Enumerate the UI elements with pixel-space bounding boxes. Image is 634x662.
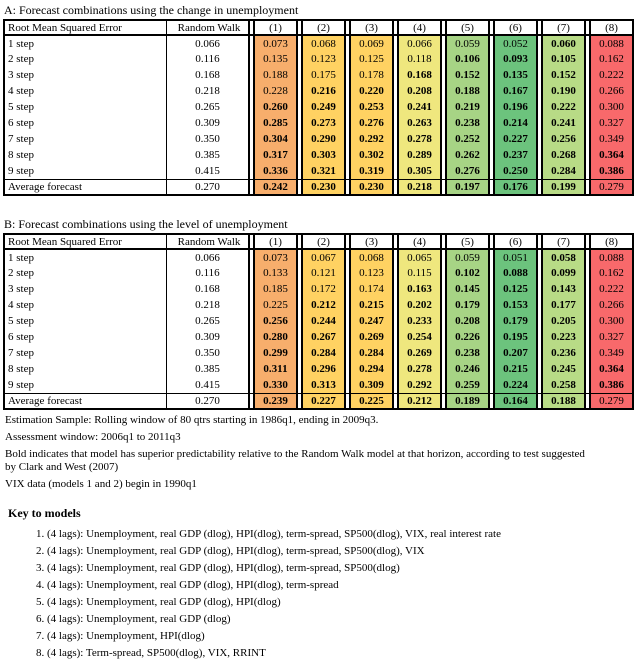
step-label-cell: 5 step (4, 313, 167, 329)
table-row (4, 115, 633, 131)
model-value-cell: 0.185 (254, 281, 297, 297)
table-row (4, 99, 633, 115)
model-value-cell: 0.088 (590, 249, 633, 265)
table-row (4, 179, 633, 195)
key-to-models-title: Key to models (8, 506, 81, 520)
step-label-cell: 2 step (4, 51, 167, 67)
model-value-cell: 0.222 (542, 99, 585, 115)
table-b-container (3, 233, 624, 410)
model-value-cell: 0.067 (302, 249, 345, 265)
model-value-cell: 0.349 (590, 131, 633, 147)
model-column-header: (7) (542, 234, 585, 249)
model-value-cell: 0.190 (542, 83, 585, 99)
random-walk-value-cell: 0.415 (167, 163, 250, 179)
model-value-cell: 0.175 (302, 67, 345, 83)
model-value-cell: 0.125 (494, 281, 537, 297)
step-label-cell: Average forecast (4, 393, 167, 409)
model-value-cell: 0.073 (254, 35, 297, 51)
random-walk-value-cell: 0.218 (167, 83, 250, 99)
model-value-cell: 0.167 (494, 83, 537, 99)
model-column-header: (2) (302, 234, 345, 249)
table-row (4, 35, 633, 51)
footnotes (3, 414, 597, 491)
model-value-cell: 0.230 (302, 179, 345, 195)
model-value-cell: 0.285 (254, 115, 297, 131)
key-item-1: 1. (4 lags): Unemployment, real GDP (dlog), HPI(dlog), term-spread, SP500(dlog), VIX, real interest rate (36, 528, 501, 540)
model-value-cell: 0.279 (590, 179, 633, 195)
model-value-cell: 0.052 (494, 35, 537, 51)
random-walk-value-cell: 0.066 (167, 249, 250, 265)
model-value-cell: 0.163 (398, 281, 441, 297)
model-value-cell: 0.212 (302, 297, 345, 313)
model-column-header: (1) (254, 20, 297, 35)
model-value-cell: 0.214 (494, 115, 537, 131)
model-value-cell: 0.202 (398, 297, 441, 313)
model-value-cell: 0.292 (398, 377, 441, 393)
model-value-cell: 0.236 (542, 345, 585, 361)
model-value-cell: 0.073 (254, 249, 297, 265)
model-value-cell: 0.364 (590, 361, 633, 377)
model-value-cell: 0.239 (254, 393, 297, 409)
model-value-cell: 0.238 (446, 345, 489, 361)
model-value-cell: 0.300 (590, 99, 633, 115)
model-value-cell: 0.284 (350, 345, 393, 361)
model-value-cell: 0.207 (494, 345, 537, 361)
model-value-cell: 0.303 (302, 147, 345, 163)
random-walk-value-cell: 0.265 (167, 99, 250, 115)
table-a-container (3, 19, 624, 196)
model-value-cell: 0.237 (494, 147, 537, 163)
model-value-cell: 0.135 (254, 51, 297, 67)
model-value-cell: 0.238 (446, 115, 489, 131)
model-value-cell: 0.145 (446, 281, 489, 297)
model-value-cell: 0.059 (446, 35, 489, 51)
model-value-cell: 0.215 (494, 361, 537, 377)
model-value-cell: 0.219 (446, 99, 489, 115)
model-value-cell: 0.249 (302, 99, 345, 115)
random-walk-value-cell: 0.309 (167, 329, 250, 345)
model-value-cell: 0.162 (590, 265, 633, 281)
model-value-cell: 0.309 (350, 377, 393, 393)
model-value-cell: 0.260 (254, 99, 297, 115)
model-value-cell: 0.135 (494, 67, 537, 83)
step-label-cell: 1 step (4, 249, 167, 265)
model-value-cell: 0.241 (542, 115, 585, 131)
model-value-cell: 0.195 (494, 329, 537, 345)
model-value-cell: 0.241 (398, 99, 441, 115)
model-value-cell: 0.218 (398, 179, 441, 195)
step-label-cell: 4 step (4, 297, 167, 313)
model-column-header: (8) (590, 234, 633, 249)
model-value-cell: 0.321 (302, 163, 345, 179)
table-row (4, 297, 633, 313)
model-value-cell: 0.386 (590, 163, 633, 179)
rmse-column-header: Root Mean Squared Error (4, 234, 167, 249)
step-label-cell: 1 step (4, 35, 167, 51)
step-label-cell: 6 step (4, 329, 167, 345)
model-value-cell: 0.152 (446, 67, 489, 83)
model-value-cell: 0.227 (494, 131, 537, 147)
model-value-cell: 0.247 (350, 313, 393, 329)
model-value-cell: 0.233 (398, 313, 441, 329)
footnote-estimation-sample: Estimation Sample: Rolling window of 80 qtrs starting in 1986q1, ending in 2009q3. (5, 414, 379, 426)
model-value-cell: 0.224 (494, 377, 537, 393)
table-row (4, 163, 633, 179)
model-value-cell: 0.058 (542, 249, 585, 265)
model-value-cell: 0.069 (350, 35, 393, 51)
model-value-cell: 0.246 (446, 361, 489, 377)
rmse-column-header: Root Mean Squared Error (4, 20, 167, 35)
step-label-cell: 3 step (4, 67, 167, 83)
model-value-cell: 0.244 (302, 313, 345, 329)
model-value-cell: 0.172 (302, 281, 345, 297)
model-value-cell: 0.266 (590, 297, 633, 313)
model-value-cell: 0.176 (494, 179, 537, 195)
random-walk-value-cell: 0.350 (167, 131, 250, 147)
random-walk-value-cell: 0.385 (167, 361, 250, 377)
model-value-cell: 0.216 (302, 83, 345, 99)
model-value-cell: 0.254 (398, 329, 441, 345)
model-value-cell: 0.179 (494, 313, 537, 329)
key-item-3: 3. (4 lags): Unemployment, real GDP (dlog), HPI(dlog), term-spread, SP500(dlog) (36, 562, 400, 574)
model-value-cell: 0.273 (302, 115, 345, 131)
model-column-header: (4) (398, 20, 441, 35)
model-value-cell: 0.205 (542, 313, 585, 329)
model-value-cell: 0.066 (398, 35, 441, 51)
table-a-title: A: Forecast combinations using the change in unemployment (4, 3, 299, 17)
model-value-cell: 0.115 (398, 265, 441, 281)
key-item-5: 5. (4 lags): Unemployment, real GDP (dlog), HPI(dlog) (36, 596, 281, 608)
key-item-7: 7. (4 lags): Unemployment, HPI(dlog) (36, 630, 205, 642)
model-value-cell: 0.051 (494, 249, 537, 265)
random-walk-value-cell: 0.116 (167, 265, 250, 281)
model-value-cell: 0.252 (446, 131, 489, 147)
table-row (4, 265, 633, 281)
footnote-vix-data: VIX data (models 1 and 2) begin in 1990q1 (5, 478, 197, 490)
table-row (4, 249, 633, 265)
model-value-cell: 0.152 (542, 67, 585, 83)
model-value-cell: 0.256 (542, 131, 585, 147)
model-value-cell: 0.278 (398, 131, 441, 147)
random-walk-column-header: Random Walk (167, 20, 250, 35)
key-item-6: 6. (4 lags): Unemployment, real GDP (dlog) (36, 613, 231, 625)
model-value-cell: 0.225 (350, 393, 393, 409)
model-column-header: (3) (350, 234, 393, 249)
random-walk-value-cell: 0.350 (167, 345, 250, 361)
random-walk-value-cell: 0.309 (167, 115, 250, 131)
model-value-cell: 0.304 (254, 131, 297, 147)
step-label-cell: 6 step (4, 115, 167, 131)
model-value-cell: 0.225 (254, 297, 297, 313)
model-value-cell: 0.230 (350, 179, 393, 195)
model-value-cell: 0.125 (350, 51, 393, 67)
model-value-cell: 0.123 (350, 265, 393, 281)
model-value-cell: 0.174 (350, 281, 393, 297)
model-value-cell: 0.300 (590, 313, 633, 329)
random-walk-value-cell: 0.270 (167, 179, 250, 195)
table-row (4, 51, 633, 67)
model-value-cell: 0.208 (398, 83, 441, 99)
model-value-cell: 0.302 (350, 147, 393, 163)
model-value-cell: 0.068 (350, 249, 393, 265)
model-value-cell: 0.106 (446, 51, 489, 67)
model-value-cell: 0.060 (542, 35, 585, 51)
model-value-cell: 0.177 (542, 297, 585, 313)
model-column-header: (8) (590, 20, 633, 35)
model-value-cell: 0.099 (542, 265, 585, 281)
model-value-cell: 0.215 (350, 297, 393, 313)
model-value-cell: 0.317 (254, 147, 297, 163)
random-walk-value-cell: 0.385 (167, 147, 250, 163)
table-row (4, 281, 633, 297)
model-column-header: (5) (446, 20, 489, 35)
table-row (4, 377, 633, 393)
model-value-cell: 0.178 (350, 67, 393, 83)
model-value-cell: 0.093 (494, 51, 537, 67)
model-value-cell: 0.330 (254, 377, 297, 393)
model-value-cell: 0.386 (590, 377, 633, 393)
random-walk-value-cell: 0.218 (167, 297, 250, 313)
model-value-cell: 0.228 (254, 83, 297, 99)
model-value-cell: 0.299 (254, 345, 297, 361)
model-value-cell: 0.188 (446, 83, 489, 99)
table-row (4, 361, 633, 377)
model-value-cell: 0.305 (398, 163, 441, 179)
model-value-cell: 0.123 (302, 51, 345, 67)
model-value-cell: 0.313 (302, 377, 345, 393)
model-value-cell: 0.253 (350, 99, 393, 115)
model-value-cell: 0.102 (446, 265, 489, 281)
model-value-cell: 0.212 (398, 393, 441, 409)
model-value-cell: 0.269 (398, 345, 441, 361)
header-row (4, 20, 633, 35)
model-value-cell: 0.336 (254, 163, 297, 179)
model-value-cell: 0.292 (350, 131, 393, 147)
step-label-cell: 8 step (4, 361, 167, 377)
model-value-cell: 0.220 (350, 83, 393, 99)
model-value-cell: 0.296 (302, 361, 345, 377)
model-value-cell: 0.327 (590, 329, 633, 345)
model-value-cell: 0.278 (398, 361, 441, 377)
model-column-header: (6) (494, 20, 537, 35)
model-value-cell: 0.259 (446, 377, 489, 393)
model-value-cell: 0.188 (254, 67, 297, 83)
model-column-header: (5) (446, 234, 489, 249)
table-row (4, 131, 633, 147)
model-value-cell: 0.280 (254, 329, 297, 345)
model-value-cell: 0.284 (542, 163, 585, 179)
model-value-cell: 0.223 (542, 329, 585, 345)
random-walk-value-cell: 0.168 (167, 281, 250, 297)
random-walk-value-cell: 0.415 (167, 377, 250, 393)
table-row (4, 147, 633, 163)
step-label-cell: 7 step (4, 345, 167, 361)
model-value-cell: 0.222 (590, 281, 633, 297)
model-value-cell: 0.245 (542, 361, 585, 377)
step-label-cell: 3 step (4, 281, 167, 297)
random-walk-value-cell: 0.265 (167, 313, 250, 329)
model-value-cell: 0.222 (590, 67, 633, 83)
model-value-cell: 0.276 (350, 115, 393, 131)
model-value-cell: 0.189 (446, 393, 489, 409)
random-walk-value-cell: 0.270 (167, 393, 250, 409)
model-column-header: (3) (350, 20, 393, 35)
table-row (4, 329, 633, 345)
model-value-cell: 0.250 (494, 163, 537, 179)
table-row (4, 345, 633, 361)
step-label-cell: 2 step (4, 265, 167, 281)
model-value-cell: 0.364 (590, 147, 633, 163)
table-b-title: B: Forecast combinations using the level of unemployment (4, 217, 288, 231)
random-walk-value-cell: 0.066 (167, 35, 250, 51)
header-row (4, 234, 633, 249)
step-label-cell: 9 step (4, 377, 167, 393)
model-value-cell: 0.289 (398, 147, 441, 163)
step-label-cell: 5 step (4, 99, 167, 115)
model-value-cell: 0.276 (446, 163, 489, 179)
model-value-cell: 0.133 (254, 265, 297, 281)
model-value-cell: 0.258 (542, 377, 585, 393)
key-item-8: 8. (4 lags): Term-spread, SP500(dlog), VIX, RRINT (36, 647, 266, 659)
table-row (4, 313, 633, 329)
model-value-cell: 0.262 (446, 147, 489, 163)
footnote-assessment-window: Assessment window: 2006q1 to 2011q3 (5, 431, 181, 443)
model-value-cell: 0.164 (494, 393, 537, 409)
random-walk-value-cell: 0.116 (167, 51, 250, 67)
step-label-cell: 4 step (4, 83, 167, 99)
random-walk-column-header: Random Walk (167, 234, 250, 249)
model-value-cell: 0.327 (590, 115, 633, 131)
model-value-cell: 0.263 (398, 115, 441, 131)
model-column-header: (7) (542, 20, 585, 35)
model-column-header: (4) (398, 234, 441, 249)
model-value-cell: 0.349 (590, 345, 633, 361)
model-value-cell: 0.143 (542, 281, 585, 297)
forecast-table-b (3, 233, 634, 410)
model-value-cell: 0.267 (302, 329, 345, 345)
model-value-cell: 0.208 (446, 313, 489, 329)
model-value-cell: 0.153 (494, 297, 537, 313)
model-value-cell: 0.269 (350, 329, 393, 345)
model-value-cell: 0.266 (590, 83, 633, 99)
model-value-cell: 0.279 (590, 393, 633, 409)
model-column-header: (2) (302, 20, 345, 35)
model-value-cell: 0.196 (494, 99, 537, 115)
model-value-cell: 0.268 (542, 147, 585, 163)
model-value-cell: 0.226 (446, 329, 489, 345)
random-walk-value-cell: 0.168 (167, 67, 250, 83)
step-label-cell: Average forecast (4, 179, 167, 195)
model-column-header: (6) (494, 234, 537, 249)
step-label-cell: 8 step (4, 147, 167, 163)
model-value-cell: 0.059 (446, 249, 489, 265)
footnote-bold-meaning: Bold indicates that model has superior predictability relative to the Random Walk model at that horizon, according to test suggested by Clark and West (2007) (5, 448, 585, 473)
key-item-4: 4. (4 lags): Unemployment, real GDP (dlog), HPI(dlog), term-spread (36, 579, 339, 591)
key-to-models-list (3, 526, 597, 662)
model-value-cell: 0.118 (398, 51, 441, 67)
model-value-cell: 0.284 (302, 345, 345, 361)
model-value-cell: 0.065 (398, 249, 441, 265)
model-value-cell: 0.121 (302, 265, 345, 281)
model-value-cell: 0.162 (590, 51, 633, 67)
model-value-cell: 0.242 (254, 179, 297, 195)
key-item-2: 2. (4 lags): Unemployment, real GDP (dlog), HPI(dlog), term-spread, SP500(dlog), VIX (36, 545, 425, 557)
table-row (4, 393, 633, 409)
model-value-cell: 0.088 (494, 265, 537, 281)
model-value-cell: 0.197 (446, 179, 489, 195)
table-row (4, 83, 633, 99)
model-value-cell: 0.227 (302, 393, 345, 409)
model-value-cell: 0.199 (542, 179, 585, 195)
model-value-cell: 0.188 (542, 393, 585, 409)
model-value-cell: 0.179 (446, 297, 489, 313)
model-value-cell: 0.319 (350, 163, 393, 179)
model-value-cell: 0.068 (302, 35, 345, 51)
model-value-cell: 0.256 (254, 313, 297, 329)
forecast-table-a (3, 19, 634, 196)
model-value-cell: 0.088 (590, 35, 633, 51)
model-column-header: (1) (254, 234, 297, 249)
model-value-cell: 0.168 (398, 67, 441, 83)
model-value-cell: 0.311 (254, 361, 297, 377)
model-value-cell: 0.290 (302, 131, 345, 147)
table-row (4, 67, 633, 83)
step-label-cell: 9 step (4, 163, 167, 179)
model-value-cell: 0.294 (350, 361, 393, 377)
step-label-cell: 7 step (4, 131, 167, 147)
model-value-cell: 0.105 (542, 51, 585, 67)
